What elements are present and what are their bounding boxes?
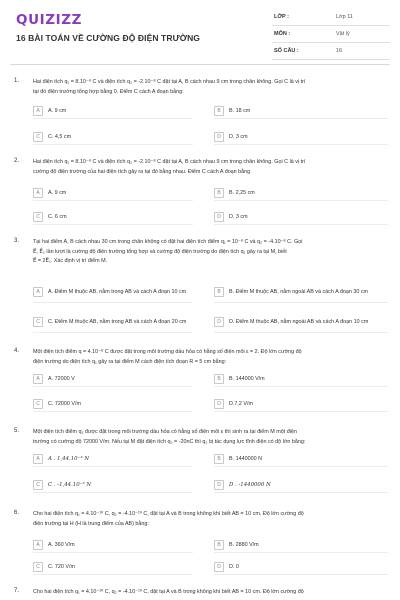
option-text: A . 1,44.10⁻³ N (48, 456, 90, 462)
meta-value: Vật lý (336, 31, 350, 37)
option-text: B. 18 cm (229, 108, 251, 114)
question-number: 3. (14, 238, 20, 244)
question-text (33, 238, 388, 267)
question-line: Tại hai điểm A, B cách nhau 30 cm trong chân không có đặt hai điện tích điểm q₁ = 10⁻⁸ C và q₂ = -4.10⁻⁸ C. Gọi (33, 239, 303, 245)
option-letter: D (214, 562, 224, 572)
meta-value: Lớp 11 (336, 14, 353, 20)
option-c[interactable] (33, 478, 193, 493)
option-letter: D (214, 317, 224, 327)
option-letter: B (214, 454, 224, 464)
option-letter: C (33, 399, 43, 409)
option-letter: B (214, 540, 224, 550)
option-letter: C (33, 317, 43, 327)
option-a[interactable] (33, 282, 193, 303)
option-text: D. 3 cm (229, 134, 248, 140)
question-number: 7. (14, 588, 20, 594)
option-a[interactable] (33, 452, 193, 467)
option-letter: C (33, 212, 43, 222)
option-b[interactable] (214, 372, 388, 387)
option-text: C. 6 cm (48, 214, 67, 220)
option-d[interactable] (214, 210, 388, 225)
option-letter: A (33, 106, 43, 116)
option-letter: A (33, 287, 43, 297)
option-text: C. Điểm M thuộc AB, nằm trong AB và cách A đoạn 20 cm (48, 319, 187, 325)
option-a[interactable] (33, 104, 193, 119)
option-text: A. 9 cm (48, 108, 67, 114)
option-text: C. 720 V/m (48, 564, 75, 570)
option-text: C . -1,44.10⁻³ N (48, 482, 92, 488)
question-text (33, 78, 388, 97)
quizizz-logo: QUIZIZZ (16, 12, 83, 28)
option-b[interactable] (214, 104, 388, 119)
question-number: 5. (14, 428, 20, 434)
option-c[interactable] (33, 312, 193, 333)
option-letter: D (214, 212, 224, 222)
option-d[interactable] (214, 312, 388, 333)
option-letter: A (33, 454, 43, 464)
question-line: điện trường do điện tích q₁ gây ra tại điểm M cách điện tích đoạn R = 5 cm bằng: (33, 358, 227, 365)
option-letter: B (214, 374, 224, 384)
document-title: 16 BÀI TOÁN VỀ CƯỜNG ĐỘ ĐIỆN TRƯỜNG (16, 33, 201, 43)
option-letter: B (214, 188, 224, 198)
question-line: Một điện tích điểm q₁ được đặt trong môi trường dầu hỏa có hằng số điện môi ε thì sinh ra tại điểm M một điện (33, 429, 297, 435)
question-number: 2. (14, 158, 20, 164)
option-a[interactable] (33, 538, 193, 553)
meta-value: 16 (336, 48, 343, 54)
option-a[interactable] (33, 372, 193, 387)
meta-key: MÔN : (274, 31, 291, 37)
option-letter: D (214, 399, 224, 409)
option-letter: C (33, 480, 43, 490)
option-letter: B (214, 287, 224, 297)
option-text: B. 2,25 cm (229, 190, 255, 196)
option-d[interactable] (214, 478, 388, 493)
question-line: cường độ điện trường của hai điện tích gây ra tại đó bằng nhau. Điểm C cách A đoạn bằng (33, 168, 251, 175)
meta-row-class (272, 10, 390, 26)
page-header (0, 0, 400, 62)
option-b[interactable] (214, 452, 388, 467)
option-b[interactable] (214, 538, 388, 553)
option-text: A. Điểm M thuộc AB, nằm trong AB và cách A đoạn 10 cm (48, 289, 187, 295)
option-c[interactable] (33, 397, 193, 412)
question-text (33, 158, 388, 177)
option-text: B. 144000 V/m (229, 376, 265, 382)
meta-table (272, 10, 390, 61)
option-b[interactable] (214, 282, 388, 303)
option-text: D. 3 cm (229, 214, 248, 220)
question-line: Một điện tích điểm q = 4.10⁻⁸ C được đặt trong môi trường dầu hỏa có hằng số điện môi ε = 2. Độ lớn cường độ (33, 349, 302, 355)
option-c[interactable] (33, 130, 193, 145)
option-a[interactable] (33, 186, 193, 201)
header-divider (10, 64, 390, 65)
meta-row-count (272, 44, 390, 60)
option-letter: B (214, 106, 224, 116)
option-b[interactable] (214, 186, 388, 201)
question-number: 1. (14, 78, 20, 84)
option-text: A. 9 cm (48, 190, 67, 196)
option-text: A. 72000 V (48, 376, 75, 382)
option-letter: A (33, 374, 43, 384)
question-line: tại đó điện trường tổng hợp bằng 0. Điểm C cách A đoạn bằng: (33, 88, 184, 95)
option-d[interactable] (214, 397, 388, 412)
option-text: D . -1440000 N (229, 482, 271, 488)
question-line: Hai điện tích q₁ = 8.10⁻⁸ C và điện tích q₂ = -2.10⁻⁸ C đặt tại A, B cách nhau 9 cm trong chân không. Gọi C là vị trí (33, 79, 306, 85)
meta-key: LỚP : (274, 14, 289, 20)
question-number: 4. (14, 348, 20, 354)
question-line: Hai điện tích q₁ = 8.10⁻⁸ C và điện tích q₂ = -2.10⁻⁸ C đặt tại A, B cách nhau 9 cm trong chân không. Gọi C là vị trí (33, 159, 306, 165)
option-text: B. 1440000 N (229, 456, 262, 462)
meta-row-subject (272, 27, 390, 43)
question-text (33, 428, 388, 447)
option-letter: D (214, 132, 224, 142)
option-text: D.7,2 V/m (229, 401, 253, 407)
option-d[interactable] (214, 130, 388, 145)
question-line: Cho hai điện tích q₁ = 4.10⁻¹⁰ C, q₂ = -4.10⁻¹⁰ C, đặt tại A và B trong không khí biết AB = 10 cm. Độ lớn cường độ (33, 511, 304, 517)
option-c[interactable] (33, 210, 193, 225)
meta-key: SỐ CÂU : (274, 48, 299, 54)
question-line: Cho hai điện tích q₁ = 4.10⁻¹⁰ C, q₂ = -4.10⁻¹⁰ C, đặt tại A và B trong không khí biết AB = 10 cm. Độ lớn cường độ (33, 589, 304, 595)
question-number: 6. (14, 510, 20, 516)
option-letter: A (33, 188, 43, 198)
question-text (33, 510, 388, 529)
option-text: D. 0 (229, 564, 239, 570)
question-line: điện trường tại H (H là trung điểm của AB) bằng: (33, 520, 149, 527)
option-text: D. Điểm M thuộc AB, nằm ngoài AB và cách A đoạn 10 cm (229, 319, 369, 325)
option-letter: A (33, 540, 43, 550)
question-line: E⃗, E⃗₂ lần lượt là cường độ điện trường tổng hợp và cường độ điện trường do điện tích q₁ gây ra tại M, biết (33, 248, 287, 255)
option-letter: C (33, 132, 43, 142)
option-letter: C (33, 562, 43, 572)
option-text: C. 72000 V/m (48, 401, 81, 407)
question-text (33, 348, 388, 367)
option-letter: D (214, 480, 224, 490)
option-text: C. 4,5 cm (48, 134, 72, 140)
option-d[interactable] (214, 560, 388, 575)
option-text: B. 2880 V/m (229, 542, 259, 548)
question-line: trường có cường độ 72000 V/m. Nếu tại M đặt điện tích q₂ = -20nC thì q₂ bị tác dụng lực tĩnh điện có độ lớn bằng: (33, 438, 306, 445)
option-text: A. 360 V/m (48, 542, 75, 548)
question-text (33, 588, 388, 598)
question-line: E⃗ = 2E⃗₁. Xác định vị trí điểm M. (33, 258, 108, 264)
option-c[interactable] (33, 560, 193, 575)
option-text: B. Điểm M thuộc AB, nằm ngoài AB và cách A đoạn 30 cm (229, 289, 369, 295)
